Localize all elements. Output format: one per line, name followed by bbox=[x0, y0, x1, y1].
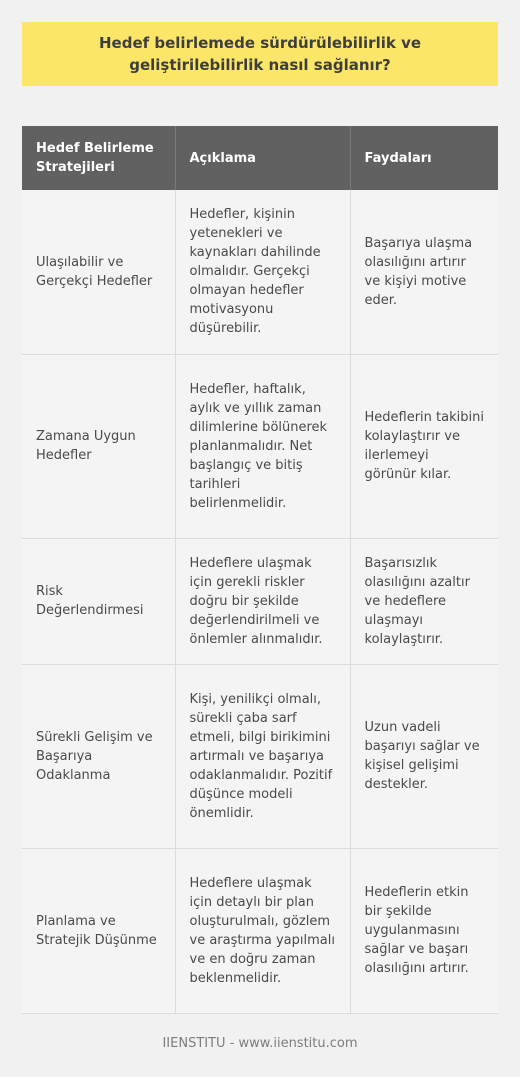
header-strategy: Hedef Belirleme Stratejileri bbox=[22, 126, 175, 190]
page-title: Hedef belirlemede sürdürülebilirlik ve geliştirilebilirlik nasıl sağlanır? bbox=[98, 34, 422, 74]
description-cell: Hedeflere ulaşmak için gerekli riskler doğru bir şekilde değerlendirilmeli ve önlemler alınmalıdır. bbox=[175, 538, 350, 664]
title-banner bbox=[22, 22, 498, 86]
description-cell: Hedeflere ulaşmak için detaylı bir plan oluşturulmalı, gözlem ve araştırma yapılmalı ve en doğru zaman beklenmelidir. bbox=[175, 848, 350, 1013]
description-cell: Kişi, yenilikçi olmalı, sürekli çaba sarf etmeli, bilgi birikimini artırmalı ve başarıya odaklanmalıdır. Pozitif düşünce modeli önemlidir. bbox=[175, 664, 350, 848]
description-cell: Hedefler, kişinin yetenekleri ve kaynakları dahilinde olmalıdır. Gerçekçi olmayan hedefler motivasyonu düşürebilir. bbox=[175, 190, 350, 354]
benefit-cell: Başarıya ulaşma olasılığını artırır ve kişiyi motive eder. bbox=[350, 190, 498, 354]
table-row bbox=[22, 848, 498, 1013]
table-header-row bbox=[22, 126, 498, 190]
table-row bbox=[22, 354, 498, 538]
table-row bbox=[22, 664, 498, 848]
benefit-cell: Hedeflerin etkin bir şekilde uygulanmasını sağlar ve başarı olasılığını artırır. bbox=[350, 848, 498, 1013]
description-cell: Hedefler, haftalık, aylık ve yıllık zaman dilimlerine bölünerek planlanmalıdır. Net başlangıç ve bitiş tarihleri belirlenmelidir. bbox=[175, 354, 350, 538]
strategy-cell: Planlama ve Stratejik Düşünme bbox=[22, 848, 175, 1013]
strategy-cell: Ulaşılabilir ve Gerçekçi Hedefler bbox=[22, 190, 175, 354]
table-row bbox=[22, 190, 498, 354]
benefit-cell: Başarısızlık olasılığını azaltır ve hedeflere ulaşmayı kolaylaştırır. bbox=[350, 538, 498, 664]
footer-credit: IIENSTITU - www.iienstitu.com bbox=[162, 1036, 358, 1051]
header-description: Açıklama bbox=[175, 126, 350, 190]
strategy-cell: Sürekli Gelişim ve Başarıya Odaklanma bbox=[22, 664, 175, 848]
strategy-cell: Zamana Uygun Hedefler bbox=[22, 354, 175, 538]
table-row bbox=[22, 538, 498, 664]
benefit-cell: Hedeflerin takibini kolaylaştırır ve ilerlemeyi görünür kılar. bbox=[350, 354, 498, 538]
strategies-table bbox=[22, 126, 498, 1014]
benefit-cell: Uzun vadeli başarıyı sağlar ve kişisel gelişimi destekler. bbox=[350, 664, 498, 848]
header-benefits: Faydaları bbox=[350, 126, 498, 190]
strategy-cell: Risk Değerlendirmesi bbox=[22, 538, 175, 664]
